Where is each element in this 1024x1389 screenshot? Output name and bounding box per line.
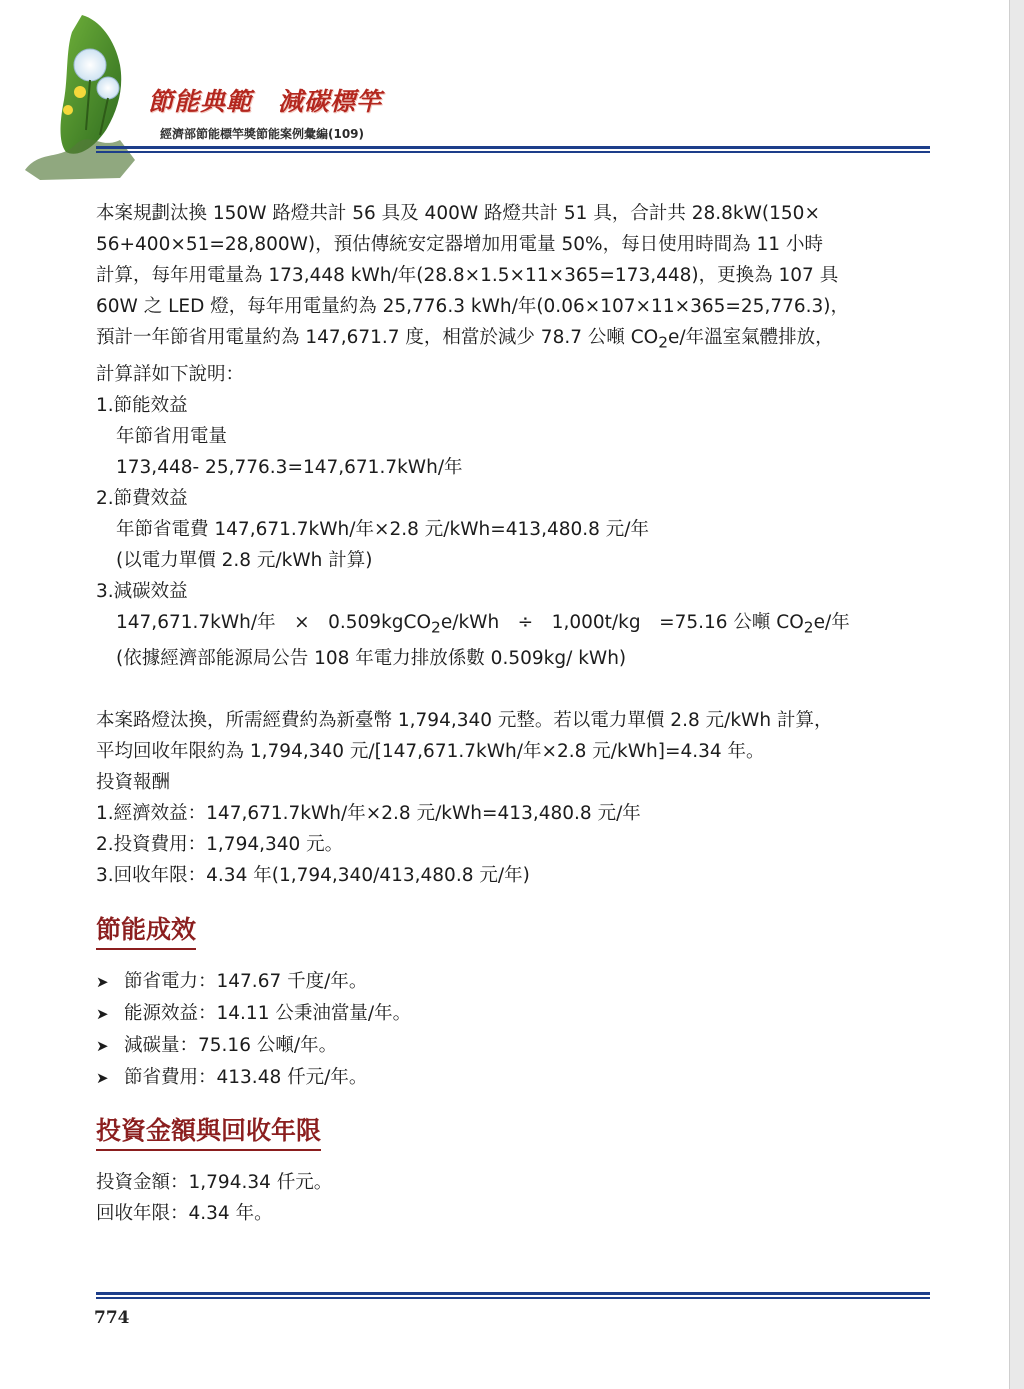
carbon-calc-c: e/年 <box>813 611 850 633</box>
carbon-calc-b: e/kWh ÷ 1,000t/kg =75.16 公噸 CO <box>440 611 804 633</box>
spacer <box>96 1151 936 1167</box>
energy-label: 年節省用電量 <box>116 425 228 447</box>
result-item-4: 節省費用：413.48 仟元/年。 <box>124 1067 368 1089</box>
list-item <box>96 1030 936 1062</box>
taiwan-logo-icon <box>20 10 160 185</box>
investment-line-4: 1.經濟效益：147,671.7kWh/年×2.8 元/kWh=413,480.8 元/年 <box>96 803 641 825</box>
intro-line-4: 60W 之 LED 燈，每年用電量約為 25,776.3 kWh/年(0.06×107×11×365=25,776.3)， <box>96 296 849 317</box>
payback-amount: 投資金額：1,794.34 仟元。 <box>96 1172 333 1194</box>
investment-line-5: 2.投資費用：1,794,340 元。 <box>96 834 344 856</box>
energy-heading: 1.節能效益 <box>96 394 188 416</box>
carbon-calc-a: 147,671.7kWh/年 × 0.509kgCO <box>116 611 432 633</box>
page-content <box>96 198 936 1229</box>
carbon-note: (依據經濟部能源局公告 108 年電力排放係數 0.509kg/ kWh) <box>116 648 627 670</box>
header-subtitle: 經濟部節能標竿獎節能案例彙編(109) <box>160 127 365 141</box>
investment-line-1: 本案路燈汰換，所需經費約為新臺幣 1,794,340 元整。若以電力單價 2.8 元/kWh 計算， <box>96 710 833 732</box>
page-number: 774 <box>94 1308 130 1328</box>
list-item <box>96 966 936 998</box>
arrowhead-icon: ➤ <box>96 1069 109 1088</box>
investment-line-6: 3.回收年限：4.34 年(1,794,340/413,480.8 元/年) <box>96 865 530 887</box>
header-rule-bottom <box>96 151 930 153</box>
investment-line-2: 平均回收年限約為 1,794,340 元/[147,671.7kWh/年×2.8 元/kWh]=4.34 年。 <box>96 741 765 763</box>
footer-rule-top <box>96 1292 930 1295</box>
results-title: 節能成效 <box>96 913 196 950</box>
intro-line-5 <box>96 322 936 359</box>
spacer <box>96 891 936 913</box>
result-item-2: 能源效益：14.11 公秉油當量/年。 <box>124 1003 412 1025</box>
result-item-1: 節省電力：147.67 千度/年。 <box>124 971 368 993</box>
footer-rule-bottom <box>96 1297 930 1299</box>
list-item <box>96 998 936 1030</box>
arrowhead-icon: ➤ <box>96 973 109 992</box>
intro-line-6: 計算詳如下說明： <box>96 363 245 385</box>
payback-title: 投資金額與回收年限 <box>96 1114 321 1151</box>
spacer <box>96 674 936 705</box>
investment-line-3: 投資報酬 <box>96 772 171 794</box>
result-item-3: 減碳量：75.16 公噸/年。 <box>124 1035 338 1057</box>
intro-line-5-b: e/年溫室氣體排放， <box>668 327 834 348</box>
intro-line-5-sub: 2 <box>658 333 669 352</box>
page-header <box>0 0 1000 190</box>
intro-line-2: 56+400×51=28,800W)，預估傳統安定器增加用電量 50%，每日使用時間為 11 小時 <box>96 234 823 255</box>
carbon-calc-sub-2: 2 <box>803 618 814 637</box>
carbon-calc <box>96 607 936 644</box>
cost-note: (以電力單價 2.8 元/kWh 計算) <box>116 549 373 571</box>
intro-line-1: 本案規劃汰換 150W 路燈共計 56 具及 400W 路燈共計 51 具，合計共 28.8kW(150× <box>96 203 820 224</box>
intro-line-3: 計算，每年用電量為 173,448 kWh/年(28.8×1.5×11×365=173,448)，更換為 107 具 <box>96 265 839 286</box>
header-rule-top <box>96 146 930 149</box>
list-item <box>96 1062 936 1094</box>
arrowhead-icon: ➤ <box>96 1005 109 1024</box>
spacer <box>96 1094 936 1114</box>
payback-years: 回收年限：4.34 年。 <box>96 1203 273 1225</box>
spacer <box>96 950 936 966</box>
cost-heading: 2.節費效益 <box>96 487 188 509</box>
intro-line-5-a: 預計一年節省用電量約為 147,671.7 度，相當於減少 78.7 公噸 CO <box>96 327 659 348</box>
cost-calc: 年節省電費 147,671.7kWh/年×2.8 元/kWh=413,480.8 元/年 <box>116 518 650 540</box>
page-edge <box>1009 0 1024 1389</box>
arrowhead-icon: ➤ <box>96 1037 109 1056</box>
header-title: 節能典範 減碳標竿 <box>148 87 383 116</box>
carbon-heading: 3.減碳效益 <box>96 580 188 602</box>
carbon-calc-sub-1: 2 <box>431 618 441 637</box>
energy-calc: 173,448- 25,776.3=147,671.7kWh/年 <box>116 456 463 478</box>
